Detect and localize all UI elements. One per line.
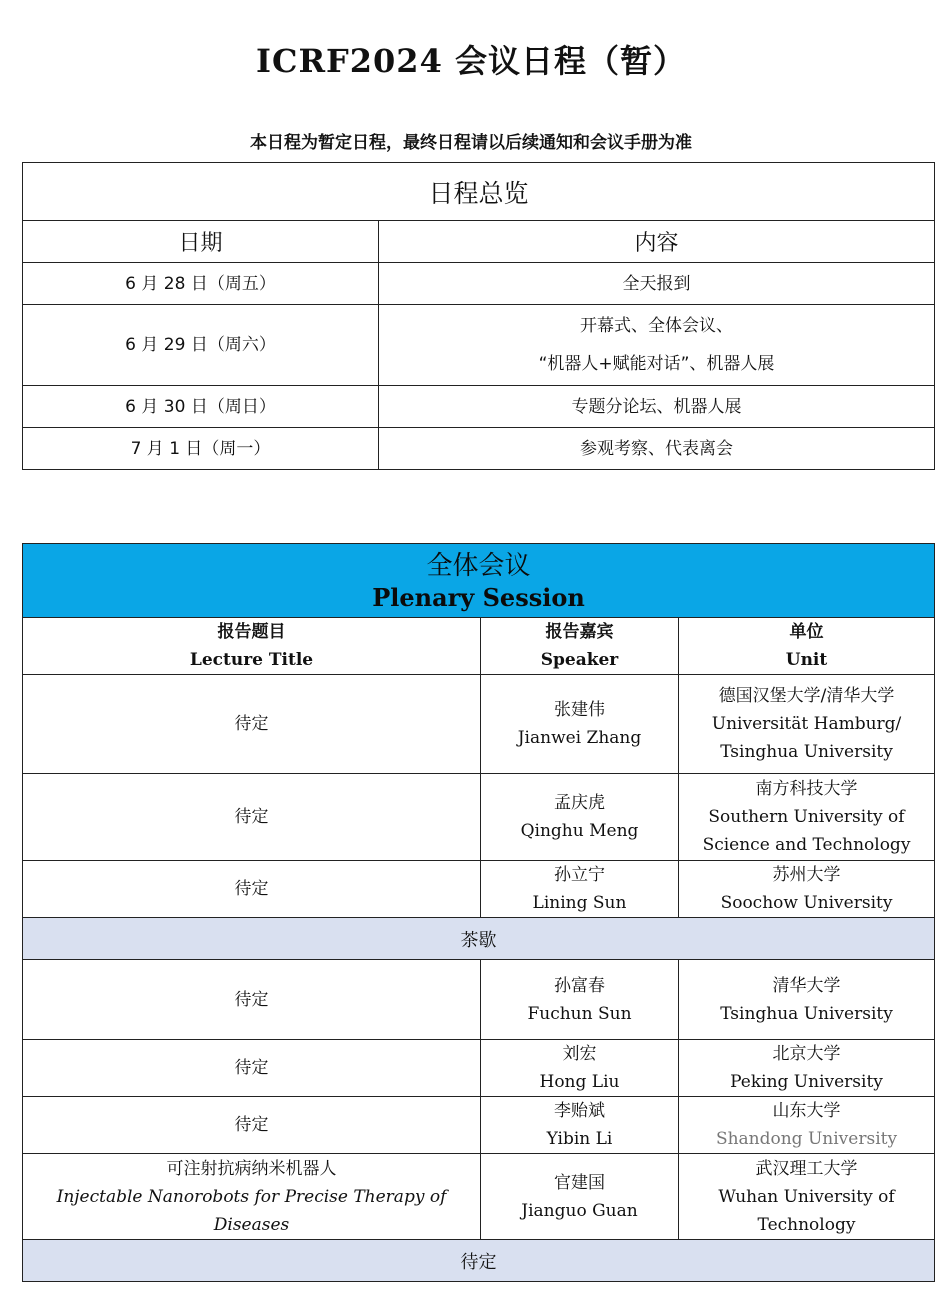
lecture-title xyxy=(23,1154,481,1240)
plenary-title-cn: 全体会议 xyxy=(426,550,531,581)
plenary-banner xyxy=(23,544,935,618)
table-row xyxy=(23,1154,935,1240)
column-header-lecture-title xyxy=(23,618,481,675)
unit-en: Tsinghua University xyxy=(720,1003,893,1024)
unit-en: Shandong University xyxy=(715,1129,898,1149)
table-row xyxy=(23,675,935,774)
lecture-title: 待定 xyxy=(23,675,481,774)
unit-cn: 南方科技大学 xyxy=(755,779,858,799)
unit-en: Southern University of xyxy=(708,807,905,827)
page-title: ICRF2024 会议日程（暂） xyxy=(256,42,686,80)
plenary-title-en: Plenary Session xyxy=(372,582,585,612)
speaker-name-cn: 刘宏 xyxy=(562,1044,597,1064)
tbd-row xyxy=(23,1240,935,1282)
speaker-name-en: Qinghu Meng xyxy=(520,821,639,841)
column-header-date: 日期 xyxy=(23,221,379,263)
unit xyxy=(679,861,935,918)
table-row xyxy=(23,1040,935,1097)
speaker-name-cn: 张建伟 xyxy=(554,700,605,720)
overview-content-line: “机器人+赋能对话”、机器人展 xyxy=(538,354,775,374)
speaker-name-en: Jianguo Guan xyxy=(521,1200,638,1221)
speaker-name-en: Jianwei Zhang xyxy=(517,728,642,748)
overview-table xyxy=(22,162,935,470)
column-header-cn: 单位 xyxy=(789,622,824,642)
lecture-title: 待定 xyxy=(23,774,481,861)
overview-content: 全天报到 xyxy=(379,263,935,305)
unit-en: Technology xyxy=(757,1214,856,1235)
column-header-en: Speaker xyxy=(540,650,619,670)
unit xyxy=(679,960,935,1040)
lecture-title-en: Injectable Nanorobots for Precise Therapy of Diseases xyxy=(56,1186,447,1235)
lecture-title: 待定 xyxy=(23,1097,481,1154)
column-header-cn: 报告嘉宾 xyxy=(545,622,614,642)
unit-en: Universität Hamburg/ xyxy=(711,714,902,734)
unit xyxy=(679,1154,935,1240)
overview-content: 参观考察、代表离会 xyxy=(379,428,935,470)
speaker-name-cn: 官建国 xyxy=(554,1172,605,1193)
overview-date: 7 月 1 日（周一） xyxy=(23,428,379,470)
unit-en: Soochow University xyxy=(720,893,893,913)
unit-cn: 苏州大学 xyxy=(772,865,841,885)
table-row xyxy=(23,1097,935,1154)
unit-cn: 山东大学 xyxy=(772,1101,841,1121)
unit-cn: 德国汉堡大学/清华大学 xyxy=(718,686,895,706)
overview-heading: 日程总览 xyxy=(23,163,935,221)
column-header-speaker xyxy=(481,618,679,675)
speaker xyxy=(481,1040,679,1097)
lecture-title: 待定 xyxy=(23,861,481,918)
speaker-name-en: Lining Sun xyxy=(532,893,627,913)
overview-content: 专题分论坛、机器人展 xyxy=(379,386,935,428)
column-header-unit xyxy=(679,618,935,675)
speaker xyxy=(481,1154,679,1240)
tea-break-label: 茶歇 xyxy=(23,918,935,960)
tbd-label: 待定 xyxy=(23,1240,935,1282)
speaker-name-en: Yibin Li xyxy=(546,1129,613,1149)
overview-date: 6 月 30 日（周日） xyxy=(23,386,379,428)
unit-en: Wuhan University of xyxy=(718,1186,895,1207)
speaker-name-cn: 孙富春 xyxy=(554,975,605,996)
overview-date: 6 月 28 日（周五） xyxy=(23,263,379,305)
unit xyxy=(679,1040,935,1097)
lecture-title: 待定 xyxy=(23,960,481,1040)
unit-cn: 武汉理工大学 xyxy=(755,1158,858,1179)
overview-date: 6 月 29 日（周六） xyxy=(23,305,379,386)
speaker xyxy=(481,960,679,1040)
unit-cn: 北京大学 xyxy=(772,1044,841,1064)
unit-en: Tsinghua University xyxy=(720,742,893,762)
speaker-name-en: Hong Liu xyxy=(539,1072,620,1092)
unit-cn: 清华大学 xyxy=(772,975,841,996)
table-row xyxy=(23,960,935,1040)
overview-row xyxy=(23,263,935,305)
speaker-name-en: Fuchun Sun xyxy=(527,1003,632,1024)
unit xyxy=(679,675,935,774)
tea-break-row xyxy=(23,918,935,960)
lecture-title: 待定 xyxy=(23,1040,481,1097)
unit-en: Science and Technology xyxy=(702,835,911,855)
unit xyxy=(679,774,935,861)
speaker-name-cn: 李贻斌 xyxy=(554,1101,605,1121)
unit xyxy=(679,1097,935,1154)
schedule-notice: 本日程为暂定日程，最终日程请以后续通知和会议手册为准 xyxy=(250,133,692,153)
plenary-table xyxy=(22,543,935,1282)
column-header-content: 内容 xyxy=(379,221,935,263)
overview-row xyxy=(23,428,935,470)
overview-row xyxy=(23,305,935,386)
lecture-title-cn: 可注射抗病纳米机器人 xyxy=(166,1158,337,1179)
overview-content xyxy=(379,305,935,386)
speaker xyxy=(481,1097,679,1154)
unit-en: Peking University xyxy=(730,1072,883,1092)
speaker xyxy=(481,675,679,774)
table-row xyxy=(23,861,935,918)
column-header-en: Unit xyxy=(785,650,828,670)
overview-row xyxy=(23,386,935,428)
speaker xyxy=(481,861,679,918)
overview-content-line: 开幕式、全体会议、 xyxy=(580,316,733,336)
table-row xyxy=(23,774,935,861)
column-header-cn: 报告题目 xyxy=(217,622,286,642)
speaker xyxy=(481,774,679,861)
speaker-name-cn: 孙立宁 xyxy=(554,865,605,885)
column-header-en: Lecture Title xyxy=(189,650,314,670)
speaker-name-cn: 孟庆虎 xyxy=(554,793,605,813)
